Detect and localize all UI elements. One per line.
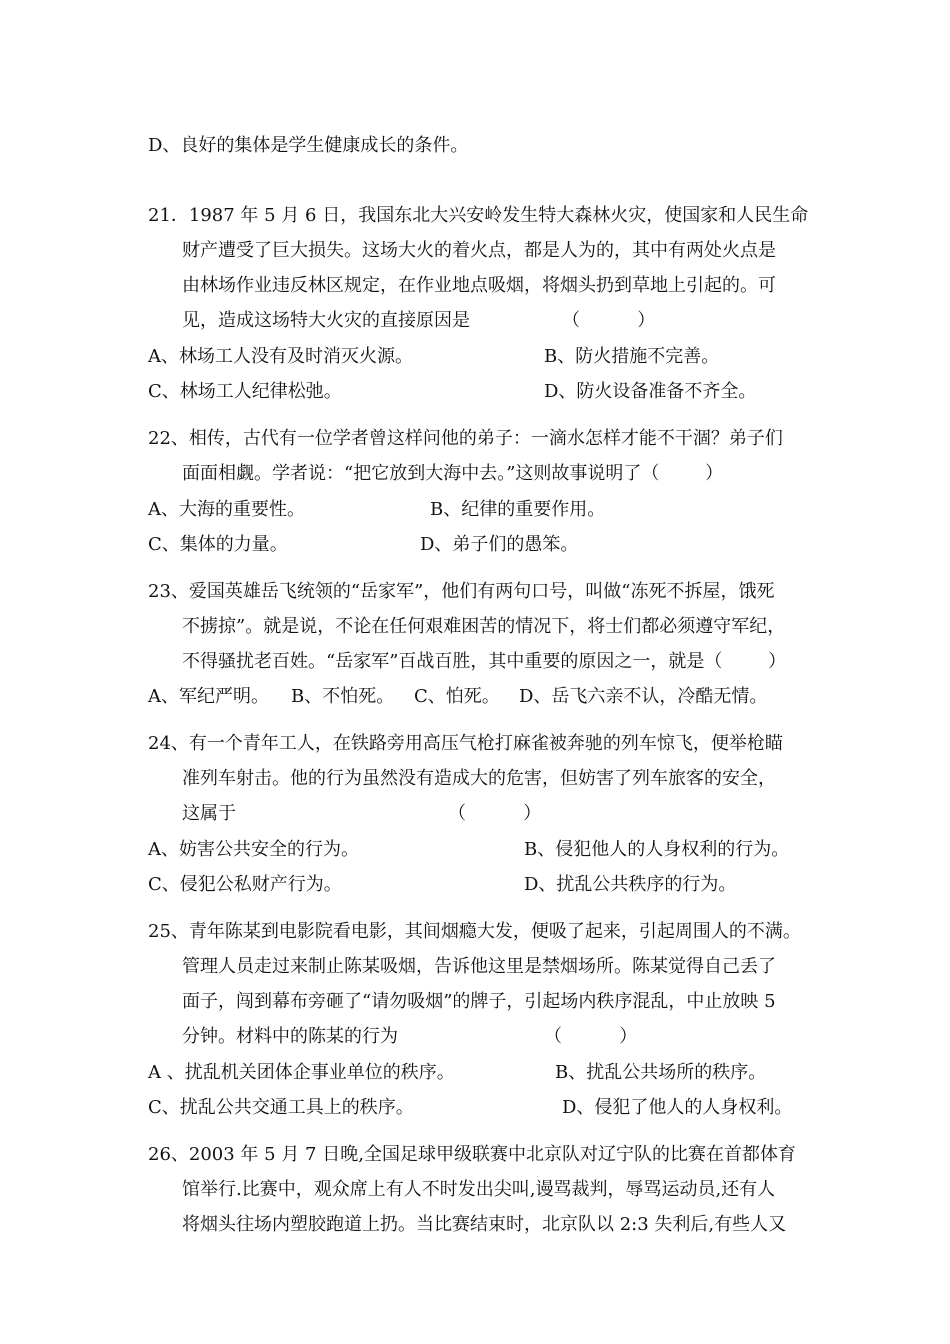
q25-line-4: 分钟。材料中的陈某的行为 [182,1026,398,1047]
q21-line-2: 财产遭受了巨大损失。这场大火的着火点，都是人为的，其中有两处火点是 [182,240,776,261]
q22-line-2: 面面相觑。学者说：“把它放到大海中去。”这则故事说明了（ ） [182,463,724,484]
q24-answer-bracket: （ ） [448,803,542,824]
q23-line-1: 23、爱国英雄岳飞统领的“岳家军”，他们有两句口号，叫做“冻死不拆屋，饿死 [148,581,775,602]
q22-option-c: C、集体的力量。 [148,534,288,555]
q25-option-c: C、扰乱公共交通工具上的秩序。 [148,1097,414,1118]
q22-option-b: B、纪律的重要作用。 [430,499,606,520]
q25-answer-bracket: （ ） [544,1026,638,1047]
q23-option-d: D、岳飞六亲不认，冷酷无情。 [519,686,768,707]
q21-option-b: B、防火措施不完善。 [544,346,720,367]
q21-option-c: C、林场工人纪律松弛。 [148,381,342,402]
q25-option-b: B、扰乱公共场所的秩序。 [555,1062,767,1083]
q24-line-2: 准列车射击。他的行为虽然没有造成大的危害，但妨害了列车旅客的安全， [182,768,776,789]
q21-line-4: 见，造成这场特大火灾的直接原因是 [182,310,470,331]
q24-line-1: 24、有一个青年工人，在铁路旁用高压气枪打麻雀被奔驰的列车惊飞，便举枪瞄 [148,733,783,754]
q24-option-a: A、妨害公共安全的行为。 [148,839,359,860]
q22-option-a: A、大海的重要性。 [148,499,305,520]
q23-line-3: 不得骚扰老百姓。“岳家军”百战百胜，其中重要的原因之一，就是（ ） [182,651,787,672]
q21-answer-bracket: （ ） [562,310,656,331]
q24-option-d: D、扰乱公共秩序的行为。 [524,874,737,895]
q23-option-b: B、不怕死。 [291,686,395,707]
q23-option-c: C、怕死。 [414,686,500,707]
q21-option-a: A、林场工人没有及时消灭火源。 [148,346,413,367]
q22-option-d: D、弟子们的愚笨。 [420,534,579,555]
q26-line-3: 将烟头往场内塑胶跑道上扔。当比赛结束时，北京队以 2:3 失利后,有些人又 [182,1214,787,1235]
q23-option-a: A、军纪严明。 [148,686,269,707]
q21-line-1: 21．1987 年 5 月 6 日，我国东北大兴安岭发生特大森林火灾，使国家和人民生命 [148,205,809,226]
q26-line-2: 馆举行.比赛中，观众席上有人不时发出尖叫,谩骂裁判，辱骂运动员,还有人 [182,1179,776,1200]
prev-option-d: D、良好的集体是学生健康成长的条件。 [148,135,469,156]
q25-line-1: 25、青年陈某到电影院看电影，其间烟瘾大发，便吸了起来，引起周围人的不满。 [148,921,801,942]
q23-line-2: 不掳掠”。就是说，不论在任何艰难困苦的情况下，将士们都必须遵守军纪， [182,616,786,637]
q25-line-3: 面子，闯到幕布旁砸了“请勿吸烟”的牌子，引起场内秩序混乱，中止放映 5 [182,991,776,1012]
q21-line-3: 由林场作业违反林区规定，在作业地点吸烟，将烟头扔到草地上引起的。可 [182,275,776,296]
q24-option-b: B、侵犯他人的人身权利的行为。 [524,839,790,860]
q26-line-1: 26、2003 年 5 月 7 日晚,全国足球甲级联赛中北京队对辽宁队的比赛在首都体育 [148,1144,796,1165]
q25-option-a: A 、扰乱机关团体企事业单位的秩序。 [148,1062,455,1083]
q25-option-d: D、侵犯了他人的人身权利。 [562,1097,793,1118]
q25-line-2: 管理人员走过来制止陈某吸烟，告诉他这里是禁烟场所。陈某觉得自己丢了 [182,956,776,977]
q24-option-c: C、侵犯公私财产行为。 [148,874,342,895]
q24-line-3: 这属于 [182,803,236,824]
q22-line-1: 22、相传，古代有一位学者曾这样问他的弟子：一滴水怎样才能不干涸？弟子们 [148,428,783,449]
q21-option-d: D、防火设备准备不齐全。 [544,381,757,402]
